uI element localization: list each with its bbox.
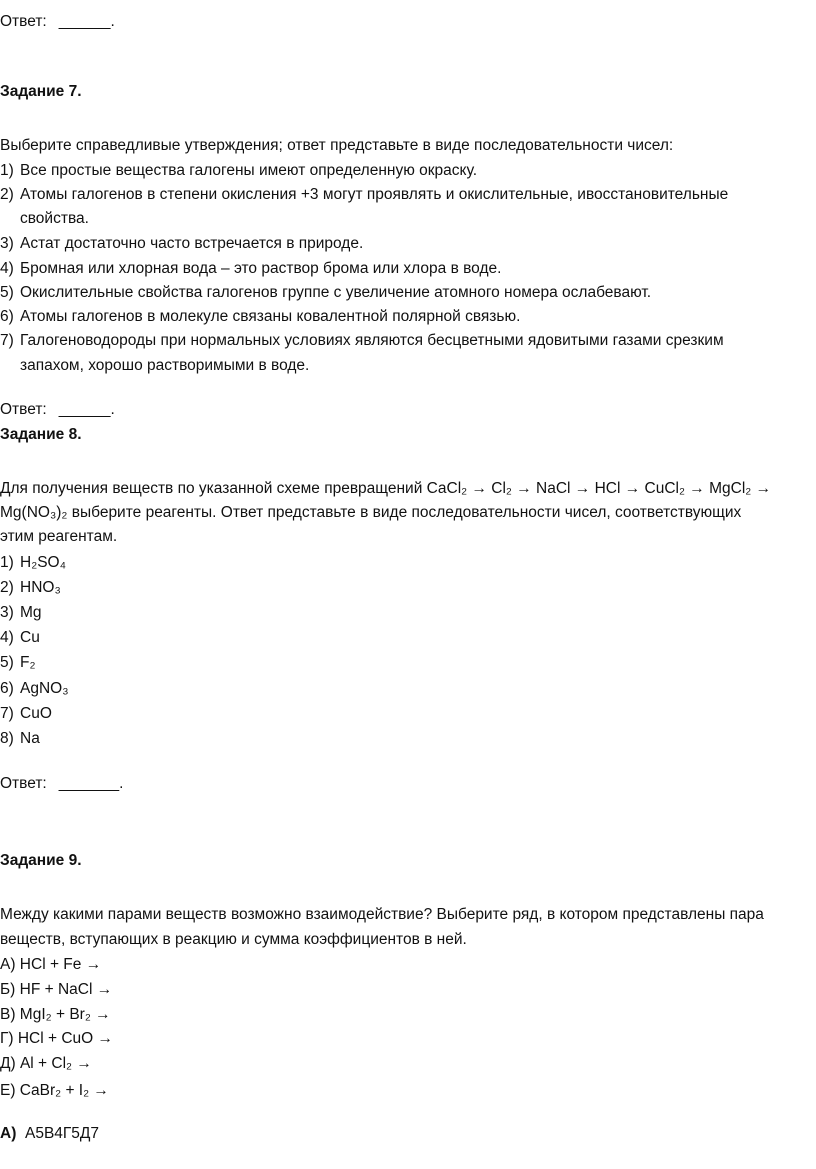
item-text: Бромная или хлорная вода – это раствор брома или хлора в воде. [20,260,502,277]
task9-title: Задание 9. [0,852,82,869]
task7-item [0,259,501,279]
answer-blank: ______. [58,13,115,30]
answer-blank: _______. [58,775,124,792]
item-number: 3) [0,604,14,621]
item-text: Все простые вещества галогены имеют определенную окраску. [20,162,478,179]
item-number: 3) [0,235,14,252]
item-text: Окислительные свойства галогенов группе с увеличение атомного номера ослабевают. [20,284,652,301]
task8-item [0,679,69,699]
item-text: Атомы галогенов в степени окисления +3 могут проявлять и окислительные, ивосстановительные [20,186,729,203]
item-number: 1) [0,554,14,571]
item-number: 5) [0,654,14,671]
answer-blank: ______. [58,401,115,418]
task7-title: Задание 7. [0,83,82,100]
task8-item [0,553,66,573]
item-text: Cu [20,629,40,646]
task8-item [0,704,52,724]
task9-option-a [0,1124,99,1144]
task7-item [0,161,477,181]
item-text: Mg [20,604,42,621]
option-label: А) [0,1125,17,1142]
item-text: F₂ [20,654,36,671]
task9-item: Г) HCl + CuO → [0,1030,114,1047]
task9-prompt-line: веществ, вступающих в реакцию и сумма коэффициентов в ней. [0,931,467,948]
task7-prompt: Выберите справедливые утверждения; ответ представьте в виде последовательности чисел: [0,137,674,154]
item-number: 7) [0,332,14,349]
item-number: 6) [0,308,14,325]
task9-item: Б) HF + NaCl → [0,981,113,998]
task8-prompt-line: этим реагентам. [0,528,118,545]
task7-item [0,283,651,303]
task7-item-continuation: свойства. [20,210,89,227]
task8-item [0,729,40,749]
item-text: Na [20,730,40,747]
task9-item: Д) Al + Cl₂ → [0,1055,92,1072]
task9-item: А) HCl + Fe → [0,956,102,973]
item-number: 1) [0,162,14,179]
item-number: 2) [0,579,14,596]
task8-item [0,628,40,648]
item-number: 4) [0,629,14,646]
item-number: 4) [0,260,14,277]
item-number: 6) [0,680,14,697]
task7-item [0,185,728,205]
answer-label: Ответ: [0,13,47,30]
task9-item: В) MgI₂ + Br₂ → [0,1006,111,1023]
task7-item [0,307,520,327]
answer-label: Ответ: [0,775,47,792]
task8-prompt-line: Mg(NO₃)₂ выберите реагенты. Ответ представьте в виде последовательности чисел, соответствующих [0,504,742,521]
item-text: H₂SO₄ [20,554,66,571]
item-text: HNO₃ [20,579,61,596]
task9-prompt-line: Между какими парами веществ возможно взаимодействие? Выберите ряд, в котором представлены пара [0,906,764,923]
item-number: 8) [0,730,14,747]
answer-label: Ответ: [0,401,47,418]
item-number: 5) [0,284,14,301]
task8-item [0,603,42,623]
task7-item-continuation: запахом, хорошо растворимыми в воде. [20,357,310,374]
task7-item [0,331,724,351]
option-value: А5В4Г5Д7 [24,1125,100,1142]
item-number: 2) [0,186,14,203]
item-text: AgNO₃ [20,680,69,697]
task8-item [0,653,36,673]
task8-answer [0,774,123,794]
item-text: CuO [20,705,52,722]
task8-title: Задание 8. [0,426,82,443]
item-text: Атомы галогенов в молекуле связаны ковалентной полярной связью. [20,308,521,325]
answer-line-top [0,12,115,32]
task7-item [0,234,363,254]
task8-item [0,578,61,598]
item-text: Астат достаточно часто встречается в природе. [20,235,364,252]
task7-answer [0,400,115,420]
task8-prompt-line: Для получения веществ по указанной схеме превращений CaCl₂ → Cl₂ → NaCl → HCl → CuCl₂ → MgCl₂ → [0,480,772,497]
item-number: 7) [0,705,14,722]
task9-item: Е) CaBr₂ + I₂ → [0,1082,109,1099]
item-text: Галогеноводороды при нормальных условиях являются бесцветными ядовитыми газами срезким [20,332,724,349]
